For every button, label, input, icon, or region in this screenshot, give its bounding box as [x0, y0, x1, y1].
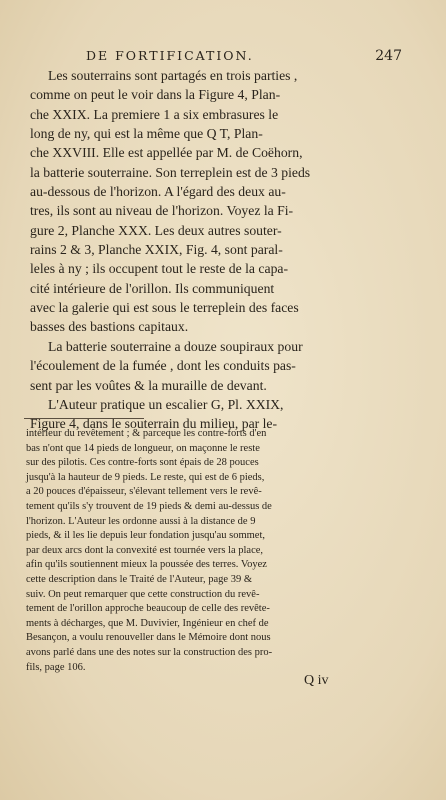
note-line: a 20 pouces d'épaisseur, s'élevant tellement vers le revê-	[26, 486, 262, 498]
text-line: l'écoulement de la fumée , dont les conduits pas-	[30, 358, 296, 374]
text-line: avec la galerie qui est sous le terreplein des faces	[30, 300, 299, 316]
text-line: comme on peut le voir dans la Figure 4, Plan-	[30, 87, 281, 103]
text-line: che XXVIII. Elle est appellée par M. de Coëhorn,	[30, 145, 303, 161]
note-line: par deux arcs dont la convexité est tournée vers la place,	[26, 544, 264, 556]
note-line: cette description dans le Traité de l'Auteur, page 39 &	[26, 573, 252, 585]
text-line: Les souterrains sont partagés en trois parties ,	[48, 68, 298, 83]
note-line: Besançon, a voulu renouveller dans le Mémoire dont nous	[26, 632, 271, 644]
text-line: long de ny, qui est la même que Q T, Plan-	[30, 126, 263, 142]
note-line: avons parlé dans une des notes sur la construction des pro-	[26, 646, 273, 658]
text-line: L'Auteur pratique un escalier G, Pl. XXIX,	[48, 396, 284, 412]
footnote-separator	[24, 418, 144, 419]
note-line: suiv. On peut remarquer que cette construction du revê-	[26, 588, 260, 600]
note-line: bas n'ont que 14 pieds de longueur, on maçonne le reste	[26, 442, 260, 454]
text-line: che XXIX. La premiere 1 a six embrasures le	[30, 106, 279, 122]
text-line: leles à ny ; ils occupent tout le reste de la capa-	[30, 261, 289, 277]
text-line: la batterie souterraine. Son terreplein est de 3 pieds	[30, 164, 311, 180]
note-line: intérieur du revêtement ; & parceque les contre-forts d'en	[26, 428, 267, 439]
note-line: fils, page 106.	[26, 661, 86, 673]
note-line: afin qu'ils soutiennent mieux la poussée des terres. Voyez	[26, 559, 267, 571]
note-line: tement qu'ils s'y trouvent de 19 pieds & demi au-dessus de	[26, 500, 272, 512]
note-line: tement de l'orillon approche beaucoup de celle des revête-	[26, 603, 270, 615]
text-line: au-dessous de l'horizon. A l'égard des deux au-	[30, 184, 286, 200]
text-line: basses des bastions capitaux.	[30, 319, 189, 335]
note-line: sur des pilotis. Ces contre-forts sont épais de 28 pouces	[26, 457, 259, 469]
text-line: tres, ils sont au niveau de l'horizon. Voyez la Fi-	[30, 203, 294, 219]
note-line: jusqu'à la hauteur de 9 pieds. Le reste, qui est de 6 pieds,	[26, 471, 265, 483]
note-line: ments à décharges, que M. Duvivier, Ingénieur en chef de	[26, 617, 269, 629]
signature-mark: Q iv	[304, 673, 329, 688]
text-line: La batterie souterraine a douze soupiraux pour	[48, 338, 303, 354]
text-line: sent par les voûtes & la muraille de devant.	[30, 377, 267, 393]
page-number: 247	[375, 48, 402, 64]
text-line: cité intérieure de l'orillon. Ils communiquent	[30, 280, 275, 296]
note-line: pieds, & il les lie depuis leur fondation jusqu'au sommet,	[26, 530, 265, 542]
main-text	[30, 66, 408, 434]
running-title: DE FORTIFICATION.	[86, 48, 254, 63]
note-line: l'horizon. L'Auteur les ordonne aussi à la distance de 9	[26, 515, 256, 527]
footnote-text	[26, 427, 410, 675]
text-line: Figure 4, dans le souterrain du milieu, par le-	[30, 416, 278, 432]
text-line: rains 2 & 3, Planche XXIX, Fig. 4, sont paral-	[30, 242, 283, 258]
text-line: gure 2, Planche XXX. Les deux autres souter-	[30, 222, 282, 238]
